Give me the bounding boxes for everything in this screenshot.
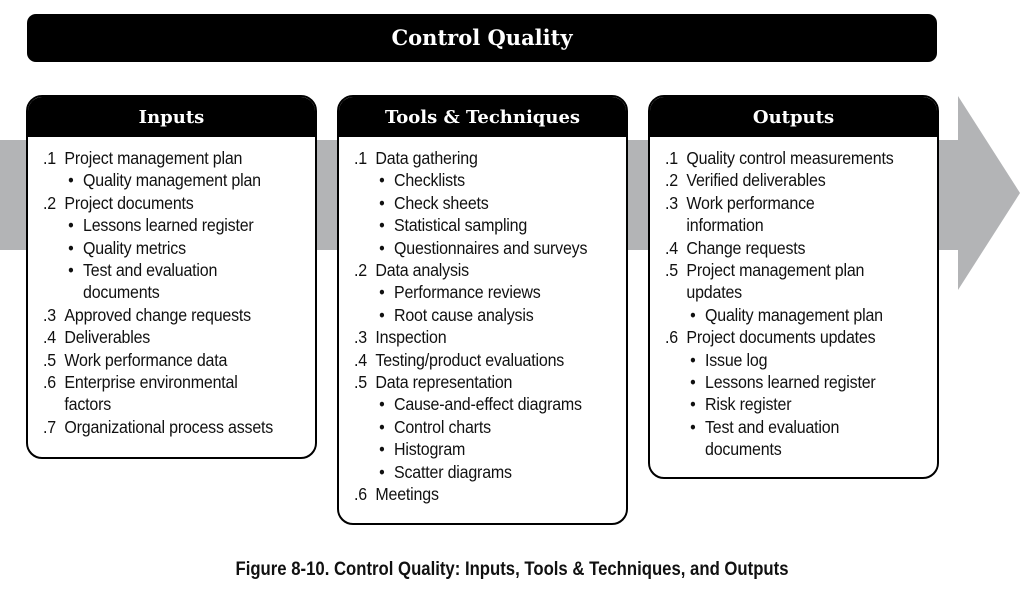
subitem-text: Quality management plan xyxy=(82,170,261,191)
item-text: Project management plan xyxy=(64,148,243,168)
list-item xyxy=(665,326,918,348)
bullet-icon: • xyxy=(379,304,385,325)
list-item xyxy=(354,147,607,169)
item-text: Project documents updates xyxy=(686,327,876,348)
list-subitem-continuation xyxy=(43,281,296,303)
list-subitem xyxy=(43,237,296,259)
bullet-icon: • xyxy=(690,304,696,325)
tools-techniques-list xyxy=(339,137,626,506)
list-item xyxy=(43,147,296,169)
list-item xyxy=(354,326,607,348)
item-number: .1 xyxy=(665,148,678,168)
item-number: .4 xyxy=(354,349,367,370)
list-item xyxy=(354,349,607,371)
subitem-text: Check sheets xyxy=(393,192,489,213)
item-number: .4 xyxy=(665,237,678,258)
item-number: .2 xyxy=(354,260,367,281)
bullet-icon: • xyxy=(379,416,385,437)
item-text: Testing/product evaluations xyxy=(375,349,565,370)
bullet-icon: • xyxy=(379,215,385,236)
item-number: .6 xyxy=(665,327,678,348)
list-subitem xyxy=(354,438,607,460)
list-subitem xyxy=(665,371,918,393)
list-subitem xyxy=(354,192,607,214)
list-subitem xyxy=(665,304,918,326)
subitem-text: Scatter diagrams xyxy=(393,461,512,482)
item-text: Quality control measurements xyxy=(686,148,894,168)
subitem-text: Checklists xyxy=(393,170,465,191)
item-text: Organizational process assets xyxy=(64,416,274,437)
list-subitem xyxy=(354,281,607,303)
list-item xyxy=(665,259,918,281)
item-number: .5 xyxy=(43,349,56,370)
item-number: .6 xyxy=(43,372,56,393)
list-item-continuation xyxy=(43,393,296,415)
subitem-text: documents xyxy=(704,439,782,460)
list-item-continuation xyxy=(665,214,918,236)
item-text: Project management plan xyxy=(686,260,865,281)
bullet-icon: • xyxy=(690,372,696,393)
list-subitem xyxy=(354,393,607,415)
subitem-text: Lessons learned register xyxy=(82,215,254,236)
item-number: .3 xyxy=(354,327,367,348)
bullet-icon: • xyxy=(379,237,385,258)
bullet-icon: • xyxy=(379,170,385,191)
list-subitem xyxy=(354,214,607,236)
item-number: .4 xyxy=(43,327,56,348)
subitem-text: Control charts xyxy=(393,416,491,437)
list-subitem xyxy=(354,461,607,483)
subitem-text: Root cause analysis xyxy=(393,304,534,325)
item-number: .5 xyxy=(354,372,367,393)
bullet-icon: • xyxy=(68,215,74,236)
item-text: information xyxy=(686,215,764,236)
outputs-box xyxy=(648,95,939,479)
bullet-icon: • xyxy=(379,192,385,213)
inputs-box xyxy=(26,95,317,459)
list-item xyxy=(43,192,296,214)
list-item xyxy=(43,326,296,348)
bullet-icon: • xyxy=(690,394,696,415)
item-number: .1 xyxy=(43,148,56,168)
subitem-text: Lessons learned register xyxy=(704,372,876,393)
list-item xyxy=(43,371,296,393)
subitem-text: Performance reviews xyxy=(393,282,541,303)
inputs-list xyxy=(28,137,315,438)
tools-techniques-box xyxy=(337,95,628,525)
bullet-icon: • xyxy=(379,439,385,460)
item-text: Inspection xyxy=(375,327,447,348)
list-item xyxy=(665,237,918,259)
bullet-icon: • xyxy=(68,237,74,258)
list-subitem xyxy=(43,169,296,191)
item-text: Meetings xyxy=(375,484,439,505)
list-item xyxy=(354,483,607,505)
subitem-text: Questionnaires and surveys xyxy=(393,237,588,258)
bullet-icon: • xyxy=(379,282,385,303)
subitem-text: Test and evaluation xyxy=(704,416,840,437)
inputs-header: Inputs xyxy=(28,97,315,137)
item-number: .2 xyxy=(43,192,56,213)
bullet-icon: • xyxy=(379,461,385,482)
subitem-text: Histogram xyxy=(393,439,466,460)
list-item xyxy=(354,259,607,281)
list-item xyxy=(43,349,296,371)
list-item xyxy=(665,192,918,214)
item-number: .7 xyxy=(43,416,56,437)
item-text: Enterprise environmental xyxy=(64,372,238,393)
list-subitem xyxy=(354,304,607,326)
item-text: Work performance data xyxy=(64,349,228,370)
subitem-text: Quality metrics xyxy=(82,237,186,258)
list-subitem-continuation xyxy=(665,438,918,460)
subitem-text: Quality management plan xyxy=(704,304,883,325)
outputs-header: Outputs xyxy=(650,97,937,137)
list-subitem xyxy=(665,393,918,415)
list-subitem xyxy=(354,237,607,259)
item-text: Data gathering xyxy=(375,148,478,168)
bullet-icon: • xyxy=(379,394,385,415)
list-item xyxy=(665,147,918,169)
list-item xyxy=(665,169,918,191)
outputs-list xyxy=(650,137,937,461)
item-text: Data analysis xyxy=(375,260,469,281)
process-title: Control Quality xyxy=(27,14,937,62)
list-subitem xyxy=(665,416,918,438)
item-number: .3 xyxy=(665,192,678,213)
list-subitem xyxy=(354,416,607,438)
subitem-text: Test and evaluation xyxy=(82,260,218,281)
item-number: .2 xyxy=(665,170,678,191)
list-subitem xyxy=(43,214,296,236)
list-item xyxy=(354,371,607,393)
bullet-icon: • xyxy=(68,260,74,281)
item-text: Project documents xyxy=(64,192,194,213)
bullet-icon: • xyxy=(690,349,696,370)
item-text: factors xyxy=(64,394,112,415)
tools-techniques-header: Tools & Techniques xyxy=(339,97,626,137)
bullet-icon: • xyxy=(68,170,74,191)
item-text: Approved change requests xyxy=(64,304,251,325)
list-subitem xyxy=(665,349,918,371)
subitem-text: documents xyxy=(82,282,160,303)
process-flow-arrow-head-icon xyxy=(958,96,1020,290)
item-number: .3 xyxy=(43,304,56,325)
item-number: .6 xyxy=(354,484,367,505)
list-item-continuation xyxy=(665,281,918,303)
list-item xyxy=(43,304,296,326)
list-subitem xyxy=(43,259,296,281)
subitem-text: Risk register xyxy=(704,394,792,415)
figure-caption: Figure 8-10. Control Quality: Inputs, Tools & Techniques, and Outputs xyxy=(235,559,789,580)
item-text: Data representation xyxy=(375,372,513,393)
item-text: Work performance xyxy=(686,192,815,213)
item-text: Deliverables xyxy=(64,327,151,348)
list-item xyxy=(43,416,296,438)
subitem-text: Issue log xyxy=(704,349,768,370)
subitem-text: Cause-and-effect diagrams xyxy=(393,394,582,415)
item-number: .1 xyxy=(354,148,367,168)
list-subitem xyxy=(354,169,607,191)
bullet-icon: • xyxy=(690,416,696,437)
subitem-text: Statistical sampling xyxy=(393,215,528,236)
item-text: updates xyxy=(686,282,742,303)
item-text: Change requests xyxy=(686,237,806,258)
item-number: .5 xyxy=(665,260,678,281)
item-text: Verified deliverables xyxy=(686,170,826,191)
